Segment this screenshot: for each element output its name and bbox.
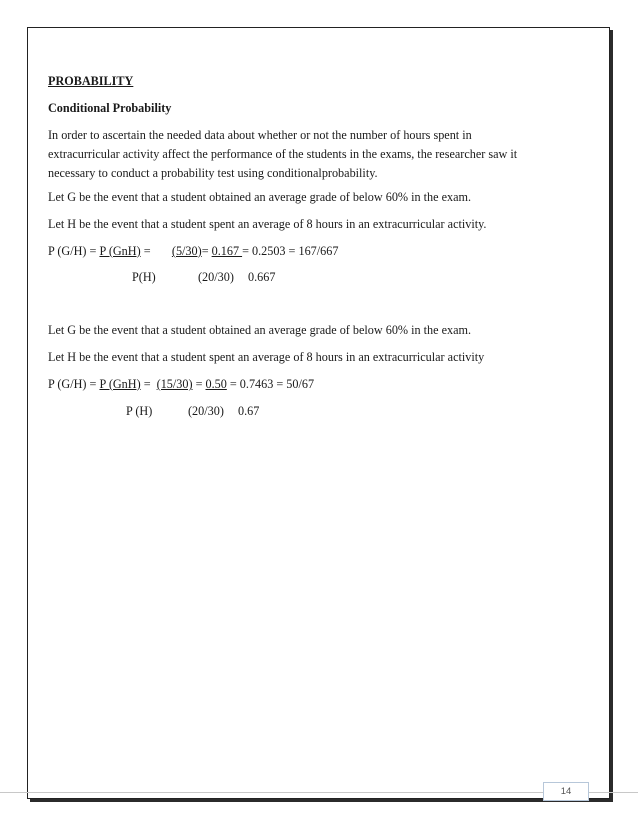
- example1-denominator-fraction: (20/30): [198, 270, 234, 284]
- formula-prefix: P (G/H) =: [48, 244, 100, 258]
- formula-result: = 0.2503 = 167/667: [242, 244, 339, 258]
- formula-prefix: P (G/H) =: [48, 377, 100, 391]
- example2-denominator-fraction: (20/30): [188, 404, 224, 418]
- formula-result: = 0.7463 = 50/67: [226, 377, 315, 391]
- formula-equals-2: =: [201, 244, 212, 258]
- example2-let-g: Let G be the event that a student obtained an average grade of below 60% in the exam.: [48, 323, 472, 337]
- formula-numerator-label: P (GnH): [99, 377, 141, 391]
- intro-line-2: extracurricular activity affect the performance of the students in the exams, the researcher saw it: [48, 147, 518, 161]
- example1-let-h: Let H be the event that a student spent an average of 8 hours in an extracurricular activity.: [48, 217, 487, 231]
- formula-equals: =: [140, 244, 172, 258]
- formula-decimal: 0.50: [205, 377, 227, 391]
- example2-denominator-decimal: 0.67: [238, 404, 260, 418]
- page-number: 14: [543, 782, 589, 801]
- formula-numerator-label: P (GnH): [99, 244, 141, 258]
- formula-equals-2: =: [192, 377, 206, 391]
- formula-decimal: 0.167: [211, 244, 243, 258]
- formula-equals: =: [140, 377, 157, 391]
- formula-fraction: (15/30): [156, 377, 193, 391]
- example1-denominator-decimal: 0.667: [248, 270, 276, 284]
- example2-let-h: Let H be the event that a student spent an average of 8 hours in an extracurricular activity: [48, 350, 485, 364]
- example1-formula: [48, 243, 338, 260]
- intro-line-3: necessary to conduct a probability test using conditionalprobability.: [48, 166, 378, 180]
- example1-let-g: Let G be the event that a student obtained an average grade of below 60% in the exam.: [48, 190, 472, 204]
- section-heading: PROBABILITY: [48, 74, 134, 88]
- formula-fraction: (5/30): [171, 244, 202, 258]
- subsection-heading: Conditional Probability: [48, 101, 172, 115]
- intro-line-1: In order to ascertain the needed data about whether or not the number of hours spent in: [48, 128, 472, 142]
- example2-denominator-label: P (H): [126, 404, 153, 418]
- example1-denominator-label: P(H): [132, 270, 156, 284]
- example2-formula: [48, 376, 314, 393]
